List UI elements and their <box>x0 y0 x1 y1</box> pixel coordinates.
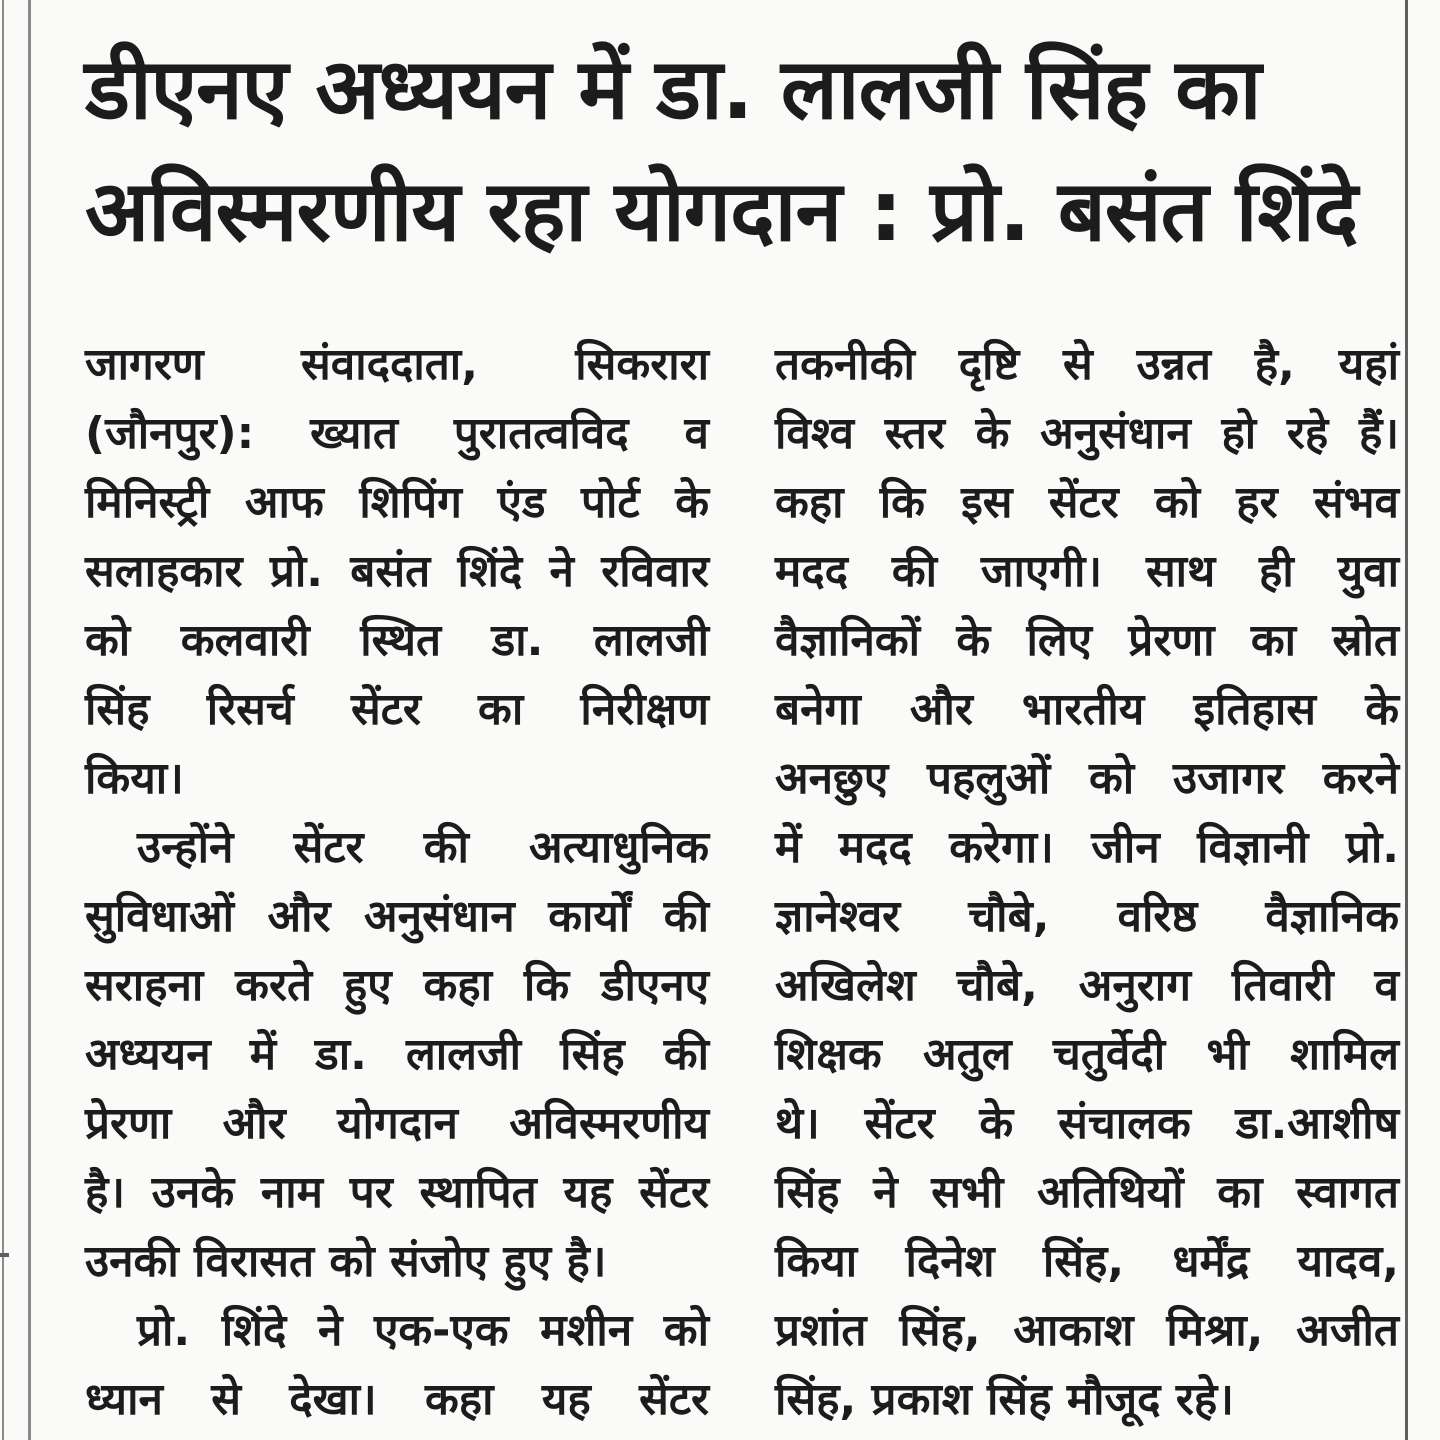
body-line: को कलवारी स्थित डा. लालजी <box>85 615 709 666</box>
body-line: सिंह ने सभी अतिथियों का स्वागत <box>775 1167 1399 1218</box>
body-line: ज्ञानेश्वर चौबे, वरिष्ठ वैज्ञानिक <box>775 891 1399 942</box>
body-line: सलाहकार प्रो. बसंत शिंदे ने रविवार <box>85 546 709 597</box>
body-line: कहा कि इस सेंटर को हर संभव <box>775 477 1399 528</box>
body-line: किया दिनेश सिंह, धर्मेंद्र यादव, <box>775 1236 1399 1287</box>
body-line: थे। सेंटर के संचालक डा.आशीष <box>775 1098 1399 1149</box>
left-outer-margin-rule <box>2 0 4 1440</box>
article-body <box>85 330 1397 1434</box>
left-margin-tick <box>0 1253 9 1257</box>
body-line: उनकी विरासत को संजोए हुए है। <box>85 1236 607 1287</box>
body-line: अखिलेश चौबे, अनुराग तिवारी व <box>775 960 1399 1011</box>
body-line: शिक्षक अतुल चतुर्वेदी भी शामिल <box>775 1029 1399 1080</box>
article-content <box>85 28 1397 1434</box>
body-line: बनेगा और भारतीय इतिहास के <box>775 684 1399 735</box>
body-line: अनछुए पहलुओं को उजागर करने <box>775 753 1399 804</box>
body-line: प्रो. शिंदे ने एक-एक मशीन को <box>137 1305 709 1356</box>
body-line: अध्ययन में डा. लालजी सिंह की <box>85 1029 709 1080</box>
body-line: मदद की जाएगी। साथ ही युवा <box>775 546 1399 597</box>
body-line: (जौनपुर): ख्यात पुरातत्वविद व <box>85 408 709 459</box>
body-line: वैज्ञानिकों के लिए प्रेरणा का स्रोत <box>775 615 1399 666</box>
left-inner-margin-rule <box>28 0 31 1440</box>
article-headline <box>85 28 1397 272</box>
body-line: सराहना करते हुए कहा कि डीएनए <box>85 960 709 1011</box>
headline-line-1: डीएनए अध्ययन में डा. लालजी सिंह का <box>85 40 1261 138</box>
body-line: मिनिस्ट्री आफ शिपिंग एंड पोर्ट के <box>85 477 709 528</box>
body-line: प्रशांत सिंह, आकाश मिश्रा, अजीत <box>775 1305 1399 1356</box>
body-line: जागरण संवाददाता, सिकरारा <box>85 339 709 390</box>
right-margin-rule <box>1405 0 1408 1440</box>
headline-line-2: अविस्मरणीय रहा योगदान : प्रो. बसंत शिंदे <box>85 162 1358 260</box>
body-line: है। उनके नाम पर स्थापित यह सेंटर <box>85 1167 709 1218</box>
body-line: सिंह, प्रकाश सिंह मौजूद रहे। <box>775 1374 1234 1425</box>
body-line: में मदद करेगा। जीन विज्ञानी प्रो. <box>775 822 1399 873</box>
body-line: प्रेरणा और योगदान अविस्मरणीय <box>85 1098 709 1149</box>
body-line: किया। <box>85 753 184 804</box>
body-line: सुविधाओं और अनुसंधान कार्यों की <box>85 891 709 942</box>
body-line: सिंह रिसर्च सेंटर का निरीक्षण <box>85 684 709 735</box>
body-line: उन्होंने सेंटर की अत्याधुनिक <box>137 822 709 873</box>
body-line: ध्यान से देखा। कहा यह सेंटर <box>85 1374 709 1425</box>
body-line: विश्व स्तर के अनुसंधान हो रहे हैं। <box>775 408 1399 459</box>
column-left <box>85 330 709 1434</box>
body-line: तकनीकी दृष्टि से उन्नत है, यहां <box>775 339 1399 390</box>
column-right <box>775 330 1399 1434</box>
